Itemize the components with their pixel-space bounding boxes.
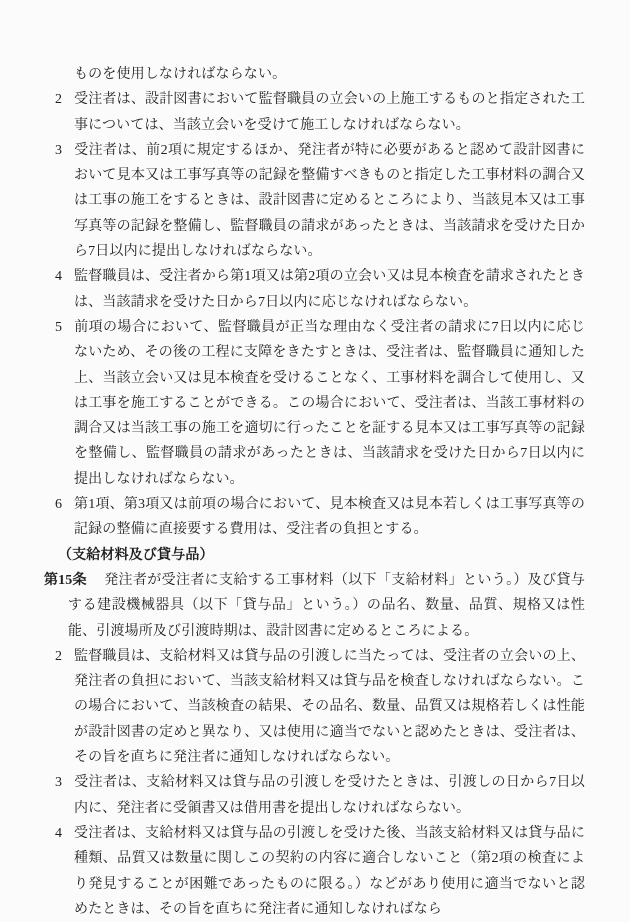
clause-number: 3: [55, 142, 63, 158]
article-paragraph: [44, 568, 585, 644]
clause-number: 2: [55, 648, 63, 664]
clause-text: 第1項、第3項又は前項の場合において、見本検査又は見本若しくは工事写真等の記録の整備に直接要する費用は、受注者の負担とする。: [74, 497, 585, 538]
numbered-clause: [44, 492, 585, 543]
document-body: [44, 62, 585, 922]
numbered-clause: [44, 644, 585, 770]
section-heading: [58, 543, 585, 568]
clause-number: 6: [55, 497, 63, 513]
clause-text: 監督職員は、受注者から第1項又は第2項の立会い又は見本検査を請求されたときは、当該請求を受けた日から7日以内に応じなければならない。: [74, 269, 585, 310]
heading-text: （支給材料及び貸与品）: [58, 547, 214, 563]
article-number: 第15条: [44, 572, 87, 588]
clause-text: 監督職員は、支給材料又は貸与品の引渡しに当たっては、受注者の立会いの上、発注者の負担において、当該支給材料又は貸与品を検査しなければならない。この場合において、当該検査の結果、その品名、数量、品質又は規格若しくは性能が設計図書の定めと異なり、又は使用に適当でないと認めたときは、受注者は、その旨を直ちに発注者に通知しなければならない。: [74, 648, 585, 766]
clause-text: 受注者は、前2項に規定するほか、発注者が特に必要があると認めて設計図書において見本又は工事写真等の記録を整備すべきものと指定した工事材料の調合又は工事の施工をするときは、設計図書に定めるところにより、当該見本又は工事写真等の記録を整備し、監督職員の請求があったときは、当該請求を受けた日から7日以内に提出しなければならない。: [74, 142, 585, 260]
numbered-clause: [44, 264, 585, 315]
clause-number: 4: [55, 269, 63, 285]
numbered-clause: [44, 87, 585, 138]
clause-number: 4: [55, 825, 63, 841]
numbered-clause: [44, 138, 585, 264]
clause-text: 受注者は、支給材料又は貸与品の引渡しを受けた後、当該支給材料又は貸与品に種類、品質又は数量に関しこの契約の内容に適合しないこと（第2項の検査により発見することが困難であったものに限る。）などがあり使用に適当でないと認めたときは、その旨を直ちに発注者に通知しなければなら: [74, 825, 585, 917]
clause-text: ものを使用しなければならない。: [74, 67, 287, 82]
continuation-line: [74, 62, 585, 87]
numbered-clause: [44, 315, 585, 492]
numbered-clause: [44, 770, 585, 821]
clause-number: 5: [55, 319, 63, 335]
clause-number: 2: [55, 92, 63, 108]
clause-number: 3: [55, 775, 63, 791]
numbered-clause: [44, 821, 585, 922]
clause-text: 前項の場合において、監督職員が正当な理由なく受注者の請求に7日以内に応じないため、その後の工程に支障をきたすときは、受注者は、監督職員に通知した上、当該立会い又は見本検査を受けることなく、工事材料を調合して使用し、又は工事を施工することができる。この場合において、受注者は、当該工事材料の調合又は当該工事の施工を適切に行ったことを証する見本又は工事写真等の記録を整備し、監督職員の請求があったときは、当該請求を受けた日から7日以内に提出しなければならない。: [74, 319, 585, 487]
clause-text: 発注者が受注者に支給する工事材料（以下「支給材料」という。）及び貸与する建設機械器具（以下「貸与品」という。）の品名、数量、品質、規格又は性能、引渡場所及び引渡時期は、設計図書に定めるところによる。: [68, 572, 585, 639]
clause-text: 受注者は、支給材料又は貸与品の引渡しを受けたときは、引渡しの日から7日以内に、発注者に受領書又は借用書を提出しなければならない。: [74, 775, 585, 816]
clause-text: 受注者は、設計図書において監督職員の立会いの上施工するものと指定された工事については、当該立会いを受けて施工しなければならない。: [74, 92, 585, 133]
